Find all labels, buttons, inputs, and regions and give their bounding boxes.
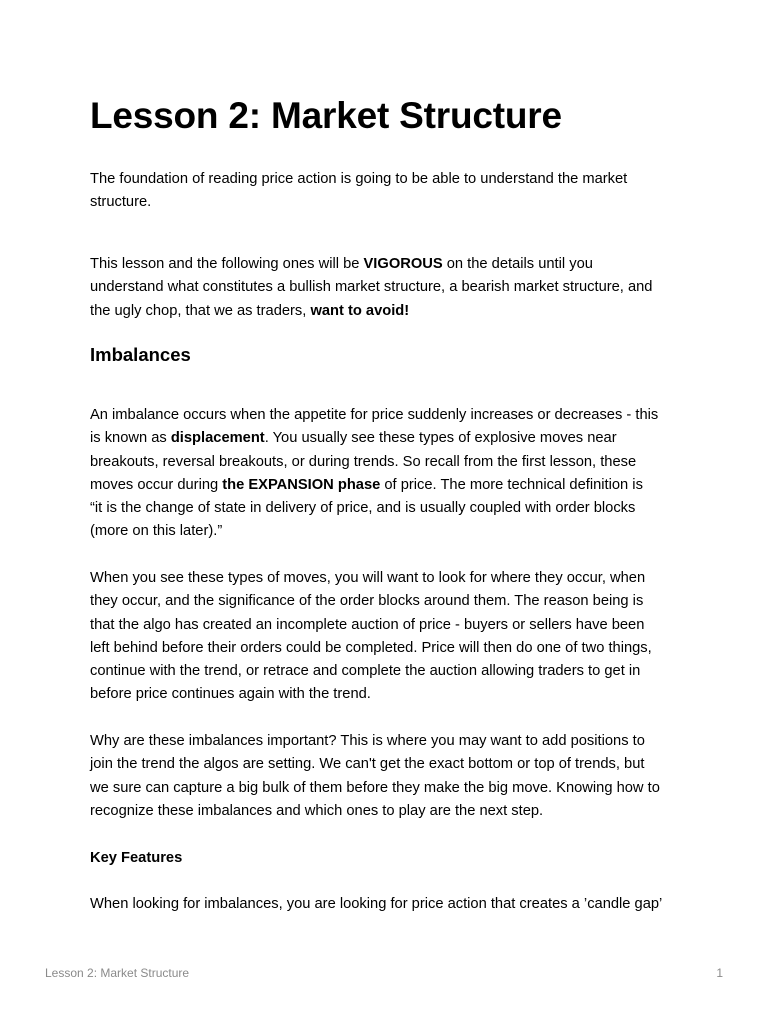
intro-line: structure. — [90, 194, 152, 211]
text-run: . You usually see these types of explosive moves near — [264, 430, 617, 447]
intro-line: The foundation of reading price action is going to be able to understand the market — [90, 171, 628, 187]
paragraph-line: they occur, and the significance of the order blocks around them. The reason being is — [90, 593, 644, 610]
paragraph-line — [90, 300, 690, 323]
paragraph-line: Why are these imbalances important? This is where you may want to add positions to — [90, 733, 645, 749]
paragraph-line: before price continues again with the trend. — [90, 686, 371, 703]
text-run: on the details until you — [442, 256, 593, 272]
lesson-description-paragraph — [90, 253, 690, 323]
paragraph-line: left behind before their orders could be completed. Price will then do one of two things, — [90, 639, 652, 656]
paragraph-line: recognize these imbalances and which ones to play are the next step. — [90, 802, 544, 819]
page-title: Lesson 2: Market Structure — [90, 95, 562, 136]
paragraph-line: that the algo has created an incomplete auction of price - buyers or sellers have been — [90, 616, 645, 633]
section-heading-key-features: Key Features — [90, 850, 183, 866]
section-heading-imbalances: Imbalances — [90, 344, 191, 365]
text-run: moves occur during — [90, 476, 223, 493]
paragraph-line — [90, 253, 690, 276]
order-blocks-paragraph — [90, 567, 690, 707]
paragraph-line — [90, 474, 690, 497]
paragraph-line — [90, 427, 690, 450]
emphasis-expansion-phase: the EXPANSION phase — [222, 476, 381, 493]
emphasis-vigorous: VIGOROUS — [363, 256, 443, 272]
paragraph-line: “it is the change of state in delivery of price, and is usually coupled with order blocks — [90, 500, 636, 517]
text-run: is known as — [90, 430, 171, 447]
key-features-paragraph — [90, 893, 690, 916]
text-run: This lesson and the following ones will be — [90, 256, 364, 272]
paragraph-line: understand what constitutes a bullish market structure, a bearish market structure, and — [90, 279, 653, 296]
imbalance-definition-paragraph — [90, 404, 690, 544]
paragraph-line: (more on this later).” — [90, 523, 223, 540]
intro-paragraph — [90, 168, 690, 215]
paragraph-line: When you see these types of moves, you will want to look for where they occur, when — [90, 570, 646, 586]
paragraph-line: An imbalance occurs when the appetite for price suddenly increases or decreases - this — [90, 407, 659, 423]
emphasis-want-to-avoid: want to avoid! — [310, 302, 410, 319]
text-run: the ugly chop, that we as traders, — [90, 302, 311, 319]
paragraph-line: When looking for imbalances, you are looking for price action that creates a ’candle gap’ — [90, 896, 663, 912]
paragraph-line: continue with the trend, or retrace and complete the auction allowing traders to get in — [90, 663, 641, 680]
paragraph-line: join the trend the algos are setting. We can't get the exact bottom or top of trends, but — [90, 756, 645, 773]
text-run: of price. The more technical definition is — [380, 476, 643, 493]
paragraph-line: breakouts, reversal breakouts, or during trends. So recall from the first lesson, these — [90, 453, 637, 470]
paragraph-line: we sure can capture a big bulk of them before they make the big move. Knowing how to — [90, 779, 660, 796]
importance-paragraph — [90, 730, 690, 823]
footer-page-number: 1 — [716, 966, 723, 980]
emphasis-displacement: displacement — [170, 430, 265, 447]
footer-document-title: Lesson 2: Market Structure — [45, 966, 190, 980]
